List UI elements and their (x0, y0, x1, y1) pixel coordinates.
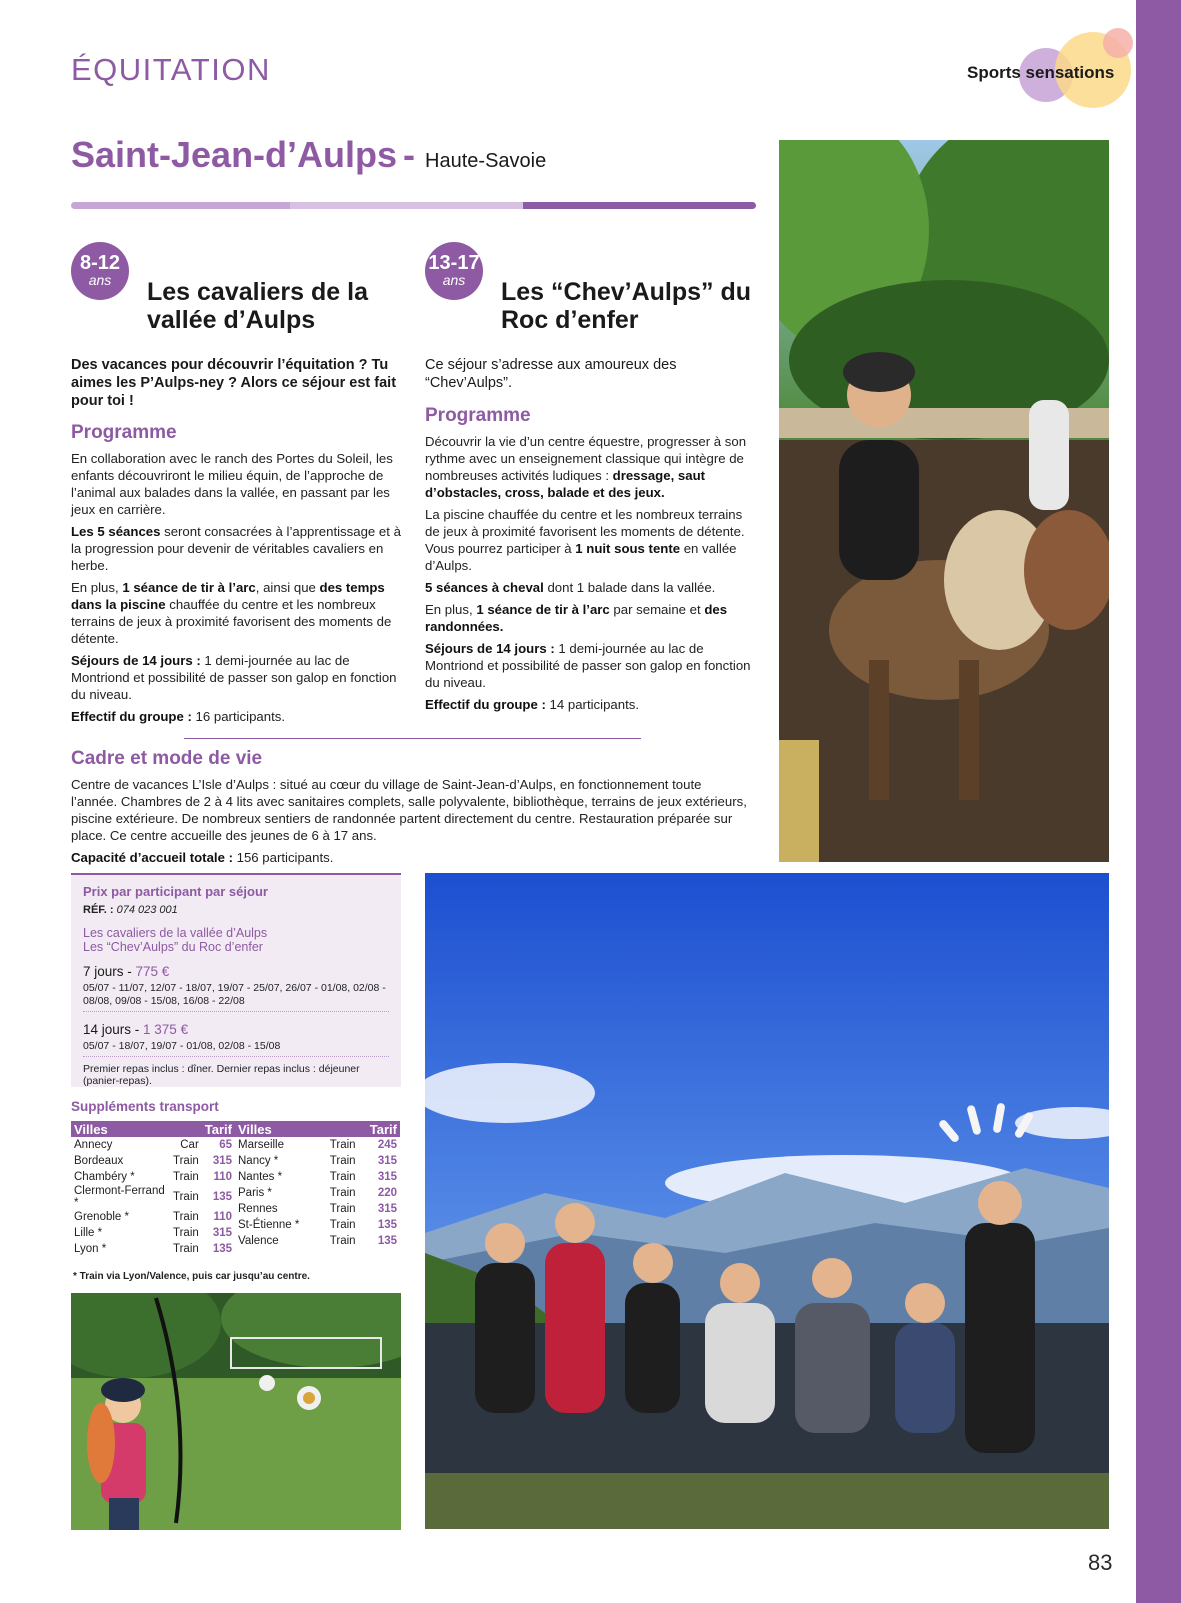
transport-table-right (235, 1121, 400, 1249)
transport-mode: Train (329, 1219, 356, 1231)
transport-mode: Train (329, 1203, 356, 1215)
transport-row (235, 1201, 400, 1217)
age-unit: ans (88, 272, 112, 288)
dates-14: 05/07 - 18/07, 19/07 - 01/08, 02/08 - 15/08 (83, 1040, 389, 1057)
transport-price: 65 (219, 1139, 232, 1151)
transport-price: 315 (212, 1155, 232, 1167)
photo-horse-riding (779, 140, 1109, 862)
program-title-right: Les “Chev’Aulps” du Roc d’enfer (501, 278, 752, 334)
transport-city: Annecy (74, 1139, 113, 1151)
duration-14: 14 jours - 1 375 € (83, 1022, 189, 1037)
column-header: Tarif (359, 1121, 400, 1137)
page-number: 83 (1088, 1550, 1113, 1575)
cadre-heading: Cadre et mode de vie (71, 748, 263, 769)
brand-label: Sports sensations (967, 63, 1115, 82)
transport-heading: Suppléments transport (71, 1099, 219, 1114)
transport-row (235, 1137, 400, 1153)
place-title (71, 134, 546, 176)
price-7: 775 € (135, 964, 170, 979)
transport-row (235, 1233, 400, 1249)
transport-mode: Train (173, 1171, 199, 1183)
transport-city: Paris * (238, 1187, 272, 1199)
transport-row (235, 1153, 400, 1169)
transport-city: Chambéry * (74, 1171, 135, 1183)
brand-circle-pink (1103, 28, 1133, 58)
paragraph: En plus, 1 séance de tir à l’arc par semaine et des randonnées. (425, 602, 728, 634)
column-header: Tarif (202, 1121, 235, 1137)
age-badge-left (71, 242, 129, 300)
transport-price: 135 (212, 1191, 232, 1203)
place-name: Saint-Jean-d’Aulps (71, 134, 398, 175)
transport-row (71, 1185, 235, 1209)
transport-mode: Train (329, 1155, 356, 1167)
paragraph: En collaboration avec le ranch des Portes du Soleil, les enfants découvriront le milieu équin, de l’approche de l’animal aux balades dans la vallée, en passant par les jeux en carrière. (71, 451, 393, 517)
paragraph: Les 5 séances seront consacrées à l’apprentissage et à la progression pour devenir de véritables cavaliers en herbe. (71, 524, 401, 573)
transport-mode: Train (173, 1227, 199, 1239)
transport-price: 245 (377, 1139, 397, 1151)
paragraph: Séjours de 14 jours : 1 demi-journée au lac de Montriond et possibilité de passer son galop en fonction du niveau. (425, 641, 751, 690)
column-header: Villes (235, 1121, 319, 1137)
paragraph: Effectif du groupe : 14 participants. (425, 697, 639, 712)
transport-city: Nantes * (238, 1171, 283, 1183)
program-title-left: Les cavaliers de la vallée d’Aulps (147, 278, 368, 334)
column-header: Villes (71, 1121, 170, 1137)
transport-price: 135 (377, 1235, 397, 1247)
paragraph: En plus, 1 séance de tir à l’arc, ainsi que des temps dans la piscine chauffée du centre et les nombreux terrains de jeux à proximité favorisent des moments de détente. (71, 580, 392, 646)
paragraph: Séjours de 14 jours : 1 demi-journée au lac de Montriond et possibilité de passer son galop en fonction du niveau. (71, 653, 397, 702)
transport-mode: Train (329, 1139, 356, 1151)
transport-city: Rennes (238, 1203, 278, 1215)
transport-row (71, 1209, 235, 1225)
transport-city: Bordeaux (74, 1155, 124, 1167)
transport-price: 315 (377, 1171, 397, 1183)
age-unit: ans (442, 272, 466, 288)
program-name: Les “Chev’Aulps” du Roc d’enfer (83, 940, 263, 954)
transport-mode: Train (173, 1191, 199, 1203)
dates-7: 05/07 - 11/07, 12/07 - 18/07, 19/07 - 25/07, 26/07 - 01/08, 02/08 - 08/08, 09/08 - 15/08, 16/08 - 22/08 (83, 982, 389, 1012)
transport-mode: Car (180, 1139, 199, 1151)
price-14: 1 375 € (143, 1022, 189, 1037)
programme-heading-right: Programme (425, 405, 531, 426)
side-color-band (1136, 0, 1181, 1603)
place-dash: - (403, 134, 416, 175)
paragraph: La piscine chauffée du centre et les nombreux terrains de jeux à proximité favorisent les moments de détente. Vous pourrez participer à 1 nuit sous tente en vallée d’Aulps. (425, 507, 745, 573)
paragraph: Découvrir la vie d’un centre équestre, progresser à son rythme avec un enseignement classique qui intègre de nombreuses activités ludiques : dressage, saut d’obstacles, cross, balade et des jeux. (425, 434, 747, 500)
transport-city: Nancy * (238, 1155, 279, 1167)
program-body-left (71, 450, 401, 730)
transport-city: Clermont-Ferrand * (74, 1185, 165, 1209)
transport-price: 135 (377, 1219, 397, 1231)
price-box (71, 873, 401, 1087)
transport-row (71, 1137, 235, 1153)
transport-price: 220 (377, 1187, 397, 1199)
duration-7: 7 jours - 775 € (83, 964, 170, 979)
transport-row (71, 1153, 235, 1169)
paragraph: Capacité d’accueil totale : 156 participants. (71, 850, 334, 865)
transport-price: 135 (212, 1243, 232, 1255)
transport-row (235, 1169, 400, 1185)
transport-footnote: * Train via Lyon/Valence, puis car jusqu’au centre. (73, 1271, 310, 1282)
title-underline-bar (71, 202, 756, 209)
transport-mode: Train (173, 1243, 199, 1255)
brand-logo (952, 32, 1132, 108)
photo-archery (71, 1293, 401, 1530)
transport-row (71, 1241, 235, 1257)
transport-price: 315 (377, 1155, 397, 1167)
paragraph: Centre de vacances L’Isle d’Aulps : situé au cœur du village de Saint-Jean-d’Aulps, en fonctionnement toute l’année. Chambres de 2 à 4 lits avec sanitaires complets, salle polyvalente, bibliothèque, terrains de jeux extérieurs, piscine extérieure. De nombreux sentiers de randonnée partent directement du centre. Restauration préparée sur place. Ce centre accueille des jeunes de 6 à 17 ans. (71, 777, 747, 843)
transport-city: Valence (238, 1235, 279, 1247)
transport-row (235, 1217, 400, 1233)
cadre-body (71, 776, 751, 871)
transport-row (235, 1185, 400, 1201)
transport-city: Lyon * (74, 1243, 107, 1255)
transport-row (71, 1169, 235, 1185)
transport-price: 110 (213, 1171, 232, 1183)
transport-mode: Train (329, 1235, 356, 1247)
transport-table-left (71, 1121, 235, 1257)
transport-city: Lille * (74, 1227, 103, 1239)
place-region: Haute-Savoie (425, 150, 547, 172)
transport-mode: Train (329, 1171, 356, 1183)
transport-city: St-Étienne * (238, 1219, 300, 1231)
program-names (83, 926, 389, 954)
transport-mode: Train (173, 1211, 199, 1223)
price-header: Prix par participant par séjour (83, 884, 268, 899)
transport-city: Marseille (238, 1139, 285, 1151)
transport-price: 110 (213, 1211, 232, 1223)
paragraph: Effectif du groupe : 16 participants. (71, 709, 285, 724)
age-range: 8-12 (79, 252, 121, 274)
program-name: Les cavaliers de la vallée d’Aulps (83, 926, 268, 940)
program-body-right (425, 433, 755, 718)
transport-price: 315 (377, 1203, 397, 1215)
program-intro-left: Des vacances pour découvrir l’équitation ? Tu aimes les P’Aulps-ney ? Alors ce séjour est fait pour toi ! (71, 357, 397, 409)
transport-price: 315 (212, 1227, 232, 1239)
transport-mode: Train (329, 1187, 356, 1199)
age-badge-right (425, 242, 483, 300)
transport-mode: Train (173, 1155, 199, 1167)
age-range: 13-17 (428, 252, 480, 274)
paragraph: 5 séances à cheval dont 1 balade dans la vallée. (425, 580, 716, 595)
transport-city: Grenoble * (74, 1211, 129, 1223)
transport-row (71, 1225, 235, 1241)
programme-heading-left: Programme (71, 422, 177, 443)
program-intro-right: Ce séjour s’adresse aux amoureux des “Chev’Aulps”. (425, 357, 677, 391)
photo-mountain-hikers (425, 873, 1109, 1529)
meals-note: Premier repas inclus : dîner. Dernier repas inclus : déjeuner (panier-repas). (83, 1063, 360, 1087)
reference: RÉF. : 074 023 001 (83, 904, 178, 916)
section-title: ÉQUITATION (71, 52, 271, 87)
section-divider (184, 738, 641, 739)
